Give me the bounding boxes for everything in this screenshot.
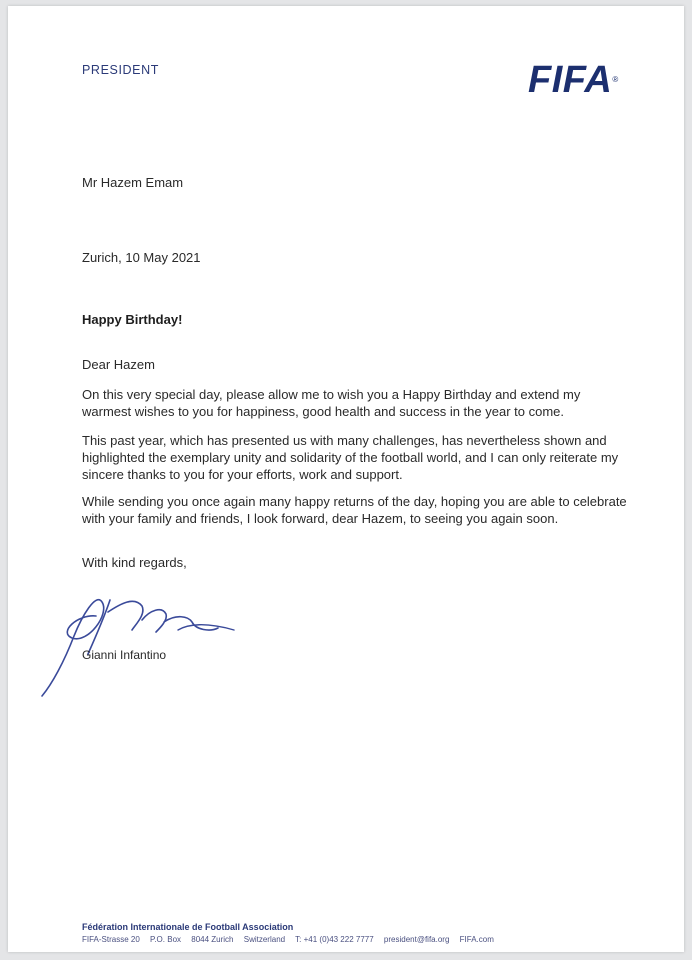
handwritten-signature <box>38 584 238 704</box>
salutation: Dear Hazem <box>82 357 155 372</box>
letter-subject: Happy Birthday! <box>82 312 183 327</box>
date-line: Zurich, 10 May 2021 <box>82 250 201 265</box>
footer-organization: Fédération Internationale de Football Association <box>82 922 294 932</box>
logo-text: FIFA <box>528 59 613 101</box>
registered-mark: ® <box>612 75 619 84</box>
paragraph-1: On this very special day, please allow me to wish you a Happy Birthday and extend my warmest wishes to you for happiness, good health and success in the year to come. <box>82 387 581 419</box>
paragraph-2: This past year, which has presented us with many challenges, has nevertheless shown and highlighted the exemplary unity and solidarity of the football world, and I can only reiterate my sincere thanks to you for your efforts, work and support. <box>82 433 619 482</box>
footer-street: FIFA-Strasse 20 <box>82 935 140 944</box>
recipient-name: Mr Hazem Emam <box>82 175 184 190</box>
footer-email-link[interactable]: president@fifa.org <box>383 935 450 944</box>
footer-contacts <box>82 935 502 944</box>
footer-city: 8044 Zurich <box>191 935 234 944</box>
paragraph-3: While sending you once again many happy returns of the day, hoping you are able to celebrate with your family and friends, I look forward, dear Hazem, to seeing you again soon. <box>82 494 627 526</box>
letter-page <box>8 6 684 952</box>
fifa-logo <box>528 58 619 102</box>
footer-po-box: P.O. Box <box>150 935 182 944</box>
header-label: PRESIDENT <box>82 63 159 77</box>
closing-line: With kind regards, <box>82 555 187 570</box>
footer-phone: T: +41 (0)43 222 7777 <box>295 935 374 944</box>
footer-country: Switzerland <box>243 935 286 944</box>
footer-website-link[interactable]: FIFA.com <box>459 935 494 944</box>
signer-name: Gianni Infantino <box>82 648 167 662</box>
